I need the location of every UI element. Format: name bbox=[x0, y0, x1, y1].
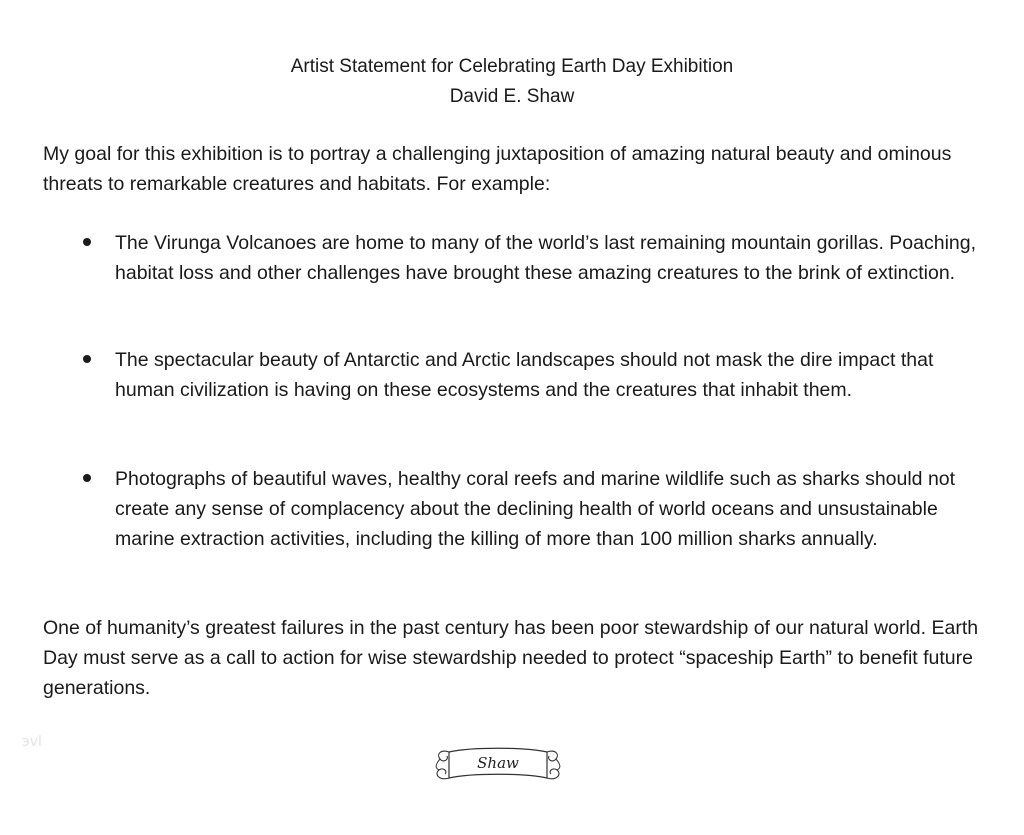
signature bbox=[431, 740, 565, 790]
bullet-text: The Virunga Volcanoes are home to many of the world’s last remaining mountain gorillas. Poaching, habitat loss and other challenges have brought these amazing creatures to the brink of extinction. bbox=[115, 232, 977, 284]
signature-text: Shaw bbox=[477, 754, 519, 772]
author-name: David E. Shaw bbox=[449, 86, 575, 107]
intro-paragraph: My goal for this exhibition is to portray a challenging juxtaposition of amazing natural beauty and ominous threats to remarkable creatures and habitats. For example: bbox=[43, 143, 952, 195]
bullet-icon bbox=[83, 238, 91, 246]
bullet-text: The spectacular beauty of Antarctic and Arctic landscapes should not mask the dire impact that human civilization is having on these ecosystems and the creatures that inhabit them. bbox=[115, 349, 934, 401]
bullet-text: Photographs of beautiful waves, healthy coral reefs and marine wildlife such as sharks should not create any sense of complacency about the declining health of world oceans and unsustainable marine extraction activities, including the killing of more than 100 million sharks annually. bbox=[115, 468, 956, 550]
header bbox=[0, 52, 1024, 112]
faint-watermark: эvl bbox=[22, 734, 42, 750]
closing-paragraph: One of humanity’s greatest failures in the past century has been poor stewardship of our natural world. Earth Day must serve as a call to action for wise stewardship needed to protect “spaceship Earth” to benefit future generations. bbox=[43, 617, 979, 699]
bullet-icon bbox=[83, 355, 91, 363]
bullet-icon bbox=[83, 474, 91, 482]
document-title: Artist Statement for Celebrating Earth Day Exhibition bbox=[290, 56, 734, 77]
